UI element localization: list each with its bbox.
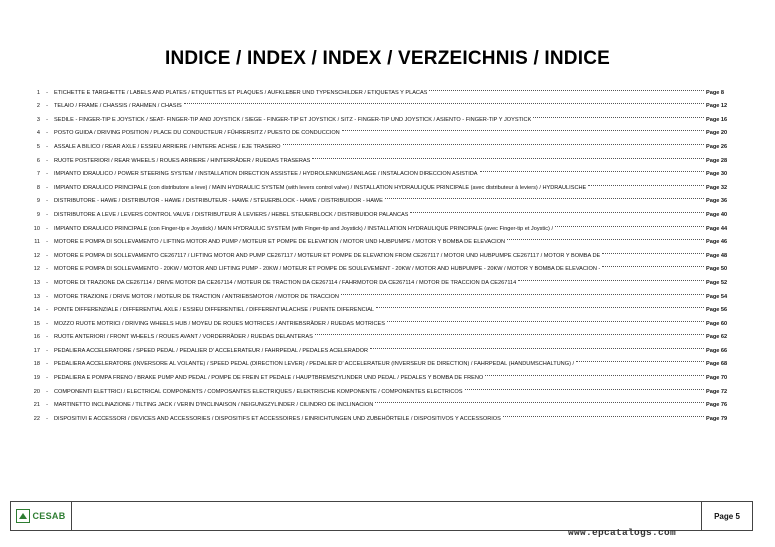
entry-title: MOTORE E POMPA DI SOLLEVAMENTO CE267117 / LIFTING MOTOR AND PUMP CE267117 / MOTEUR ET POMPE DE ELEVATION FROM CE267117 / MOTOR UND HUBPUMPE CE267117 / MOTOR Y BOMBA DE <box>54 252 601 259</box>
entry-separator: - <box>46 103 48 110</box>
entry-separator: - <box>46 116 48 123</box>
entry-title: MARTINETTO INCLINAZIONE / TILTING JACK / VERIN D'INCLINAISON / NEIGUNGZYLINDER / CILINDRO DE INCLINACION <box>54 402 374 409</box>
entry-number: 9 <box>36 211 40 218</box>
entry-page: Page 30 <box>706 171 728 178</box>
entry-title: PONTE DIFFERENZIALE / DIFFERENTIAL AXLE / ESSIEU DIFFERENTIEL / DIFFERENTIALACHSE / PUENTE DIFERENCIAL <box>54 307 375 314</box>
entry-number: 13 <box>33 293 40 300</box>
entry-title: POSTO GUIDA / DRIVING POSITION / PLACE DU CONDUCTEUR / FÜHRERSITZ / PUESTO DE CONDUCCION <box>54 130 340 137</box>
logo-text: CESAB <box>32 511 66 521</box>
entry-title: TELAIO / FRAME / CHASSIS / RAHMEN / CHASIS <box>54 103 182 110</box>
entry-separator: - <box>46 375 48 382</box>
leader-dots <box>374 298 706 312</box>
leader-dots <box>408 202 706 216</box>
leader-dots <box>586 175 706 189</box>
entry-separator: - <box>46 239 48 246</box>
entry-title: DISTRIBUTORE A LEVE / LEVERS CONTROL VALVE / DISTRIBUTEUR À LEVIERS / HEBEL STEUERBLOCK / DISTRIBUIDOR PALANCAS <box>54 211 409 218</box>
leader-dots <box>427 80 706 94</box>
entry-separator: - <box>46 388 48 395</box>
leader-dots <box>339 284 706 298</box>
entry-separator: - <box>46 402 48 409</box>
entry-title: PEDALIERA ACCELERATORE (INVERSORE AL VOLANTE) / SPEED PEDAL (DIRECTION LEVER) / PEDALIER D' ACCELERATEUR (INVERSEUR DE DIRECTION) / FAHRPEDAL (HANDUMSCHALTUNG) / <box>54 361 575 368</box>
entry-number: 13 <box>33 279 40 286</box>
entry-number: 12 <box>33 266 40 273</box>
leader-dots <box>368 338 706 352</box>
entry-page: Page 76 <box>706 402 728 409</box>
leader-dots <box>373 393 706 407</box>
leader-dots <box>478 162 706 176</box>
leader-dots <box>340 121 706 135</box>
leader-dots <box>182 94 706 108</box>
entry-page: Page 68 <box>706 361 728 368</box>
entry-title: SEDILE - FINGER-TIP E JOYSTICK / SEAT- FINGER-TIP AND JOYSTICK / SIEGE - FINGER-TIP ET JOYSTICK / SITZ - FINGER-TIP UND JOYSTICK / ASIENTO - FINGER-TIP Y JOYSTICK <box>54 116 532 123</box>
leader-dots <box>516 270 706 284</box>
entry-title: ETICHETTE E TARGHETTE / LABELS AND PLATES / ETIQUETTES ET PLAQUES / AUFKLEBER UND TYPENSCHILDER / ETIQUETAS Y PLACAS <box>54 89 428 96</box>
leader-dots <box>313 325 706 339</box>
entry-page: Page 28 <box>706 157 728 164</box>
leader-dots <box>501 406 706 420</box>
entry-page: Page 32 <box>706 184 728 191</box>
entry-page: Page 36 <box>706 198 728 205</box>
entry-number: 1 <box>36 89 40 96</box>
entry-page: Page 16 <box>706 116 728 123</box>
entry-separator: - <box>46 415 48 422</box>
entry-page: Page 62 <box>706 334 728 341</box>
entry-number: 19 <box>33 375 40 382</box>
entry-number: 20 <box>33 388 40 395</box>
entry-separator: - <box>46 89 48 96</box>
entry-number: 17 <box>33 347 40 354</box>
leader-dots <box>463 379 706 393</box>
entry-title: RUOTE POSTERIORI / REAR WHEELS / ROUES ARRIERE / HINTERRÄDER / RUEDAS TRASERAS <box>54 157 311 164</box>
entry-number: 3 <box>36 116 40 123</box>
entry-title: COMPONENTI ELETTRICI / ELECTRICAL COMPONENTS / COMPOSANTES ELECTRIQUES / ELEKTRISCHE KOMPONENTE / COMPONENTES ELECTRICOS <box>54 388 463 395</box>
leader-dots <box>281 134 706 148</box>
entry-title: PEDALIERA E POMPA FRENO / BRAKE PUMP AND PEDAL / POMPE DE FREIN ET PEDALE / HAUPTBREMSZYLINDER UND PEDAL / PEDALES Y BOMBA DE FRENO <box>54 375 484 382</box>
entry-page: Page 46 <box>706 239 728 246</box>
entry-separator: - <box>46 143 48 150</box>
entry-number: 11 <box>34 239 40 246</box>
entry-number: 7 <box>36 171 40 178</box>
entry-number: 4 <box>36 130 40 137</box>
page-title: INDICE / INDEX / INDEX / VERZEICHNIS / INDICE <box>164 48 610 69</box>
entry-number: 15 <box>33 320 40 327</box>
entry-number: 16 <box>33 334 40 341</box>
entry-page: Page 79 <box>706 415 728 422</box>
watermark-link[interactable]: www.epcatalogs.com <box>568 527 677 538</box>
entry-number: 14 <box>33 307 40 314</box>
entry-separator: - <box>46 293 48 300</box>
entry-number: 9 <box>36 198 40 205</box>
page-number: Page 5 <box>701 502 752 530</box>
entry-number: 6 <box>36 157 40 164</box>
leader-dots <box>383 189 706 203</box>
entry-page: Page 52 <box>706 279 728 286</box>
entry-separator: - <box>46 347 48 354</box>
entry-number: 22 <box>33 415 40 422</box>
entry-title: MOZZO RUOTE MOTRICI / DRIVING WHEELS HUB / MOYEU DE ROUES MOTRICES / ANTRIEBSRÄDER / RUEDAS MOTRICES <box>54 320 385 327</box>
entry-separator: - <box>46 171 48 178</box>
entry-separator: - <box>46 157 48 164</box>
entry-title: DISPOSITIVI E ACCESSORI / DEVICES AND ACCESSORIES / DISPOSITIFS ET ACCESSOIRES / EINRICHTUNGEN UND ZUBEHÖRTEILE / DISPOSITIVOS Y ACCESSORIOS <box>54 415 501 422</box>
entry-page: Page 20 <box>706 130 728 137</box>
entry-page: Page 50 <box>706 266 728 273</box>
leader-dots <box>574 352 706 366</box>
entry-page: Page 72 <box>706 388 728 395</box>
entry-separator: - <box>46 307 48 314</box>
entry-title: DISTRIBUTORE - HAWE / DISTRIBUTOR - HAWE / DISTRIBUTEUR - HAWE / STEUERBLOCK - HAWE / DISTRIBUIDOR - HAWE <box>54 198 383 205</box>
leader-dots <box>505 230 706 244</box>
entry-separator: - <box>46 225 48 232</box>
leader-dots <box>483 365 706 379</box>
entry-number: 18 <box>33 361 40 368</box>
entry-number: 12 <box>33 252 40 259</box>
entry-separator: - <box>46 252 48 259</box>
entry-separator: - <box>46 361 48 368</box>
logo-box <box>11 502 72 530</box>
entry-page: Page 54 <box>706 293 728 300</box>
entry-title: PEDALIERA ACCELERATORE / SPEED PEDAL / PEDALIER D' ACCELERATEUR / FAHRPEDAL / PEDALES ACELERADOR <box>54 347 369 354</box>
cesab-logo-icon <box>16 509 30 523</box>
entry-page: Page 48 <box>706 252 728 259</box>
entry-title: IMPIANTO IDRAULICO / POWER STEERING SYSTEM / INSTALLATION DIRECTION ASSISTEE / HYDROLENKUNGSANLAGE / INSTALACION DIRECCION ASISTIDA <box>54 171 478 178</box>
entry-number: 8 <box>36 184 40 191</box>
entry-separator: - <box>46 184 48 191</box>
entry-separator: - <box>46 211 48 218</box>
entry-separator: - <box>46 334 48 341</box>
entry-title: MOTORE E POMPA DI SOLLEVAMENTO / LIFTING MOTOR AND PUMP / MOTEUR ET POMPE DE ELEVATION / MOTOR UND HUBPUMPE / MOTOR Y BOMBA DE ELEVACION <box>54 239 506 246</box>
entry-page: Page 44 <box>706 225 728 232</box>
entry-title: IMPIANTO IDRAULICO PRINCIPALE (con distributore a leve) / MAIN HYDRAULIC SYSTEM (with levers control valve) / INSTALLATION HYDRAULIQUE PRINCIPALE (avec distributeur à leviers) / HYDRAULISCHE <box>54 184 587 191</box>
entry-title: RUOTE ANTERIORI / FRONT WHEELS / ROUES AVANT / VORDERRÄDER / RUEDAS DELANTERAS <box>54 334 313 341</box>
leader-dots <box>310 148 706 162</box>
leader-dots <box>600 257 706 271</box>
entry-page: Page 8 <box>706 89 725 96</box>
entry-separator: - <box>46 266 48 273</box>
entry-number: 10 <box>33 225 40 232</box>
entry-page: Page 26 <box>706 143 728 150</box>
entry-page: Page 60 <box>706 320 728 327</box>
leader-dots <box>385 311 706 325</box>
entry-number: 21 <box>33 402 40 409</box>
entry-page: Page 12 <box>706 103 728 110</box>
cesab-logo <box>16 509 65 523</box>
entry-title: MOTORE E POMPA DI SOLLEVAMENTO - 20KW / MOTOR AND LIFTING PUMP - 20KW / MOTEUR ET POMPE DE SOULEVEMENT - 20KW / MOTOR AND HUBPUMPE - 20KW / MOTOR Y BOMBA DE ELEVACION - <box>54 266 601 273</box>
entry-number: 2 <box>36 103 40 110</box>
entry-page: Page 66 <box>706 347 728 354</box>
entry-number: 5 <box>36 143 40 150</box>
entry-title: MOTORE DI TRAZIONE DA CE267114 / DRIVE MOTOR DA CE267114 / MOTEUR DE TRACTION DA CE267114 / FAHRMOTOR DA CE267114 / MOTOR DE TRACCION DA CE267114 <box>54 279 517 286</box>
entry-page: Page 56 <box>706 307 728 314</box>
leader-dots <box>553 216 706 230</box>
entry-title: ASSALE A BILICO / REAR AXLE / ESSIEU ARRIERE / HINTERE ACHSE / EJE TRASERO <box>54 143 281 150</box>
entry-separator: - <box>46 320 48 327</box>
leader-dots <box>600 243 706 257</box>
entry-title: IMPIANTO IDRAULICO PRINCIPALE (con Finger-tip e Joystick) / MAIN HYDRAULIC SYSTEM (with Finger-tip and Joystick) / INSTALLATION HYDRAULIQUE PRINCIPALE (avec Finger-tip et Joystic) / <box>54 225 553 232</box>
entry-page: Page 40 <box>706 211 728 218</box>
index-list <box>26 80 744 420</box>
entry-separator: - <box>46 130 48 137</box>
leader-dots <box>531 107 706 121</box>
entry-title: MOTORE TRAZIONE / DRIVE MOTOR / MOTEUR DE TRACTION / ANTRIEBSMOTOR / MOTOR DE TRACCION <box>54 293 339 300</box>
entry-page: Page 70 <box>706 375 728 382</box>
index-entry[interactable] <box>26 80 744 94</box>
entry-separator: - <box>46 198 48 205</box>
entry-separator: - <box>46 279 48 286</box>
